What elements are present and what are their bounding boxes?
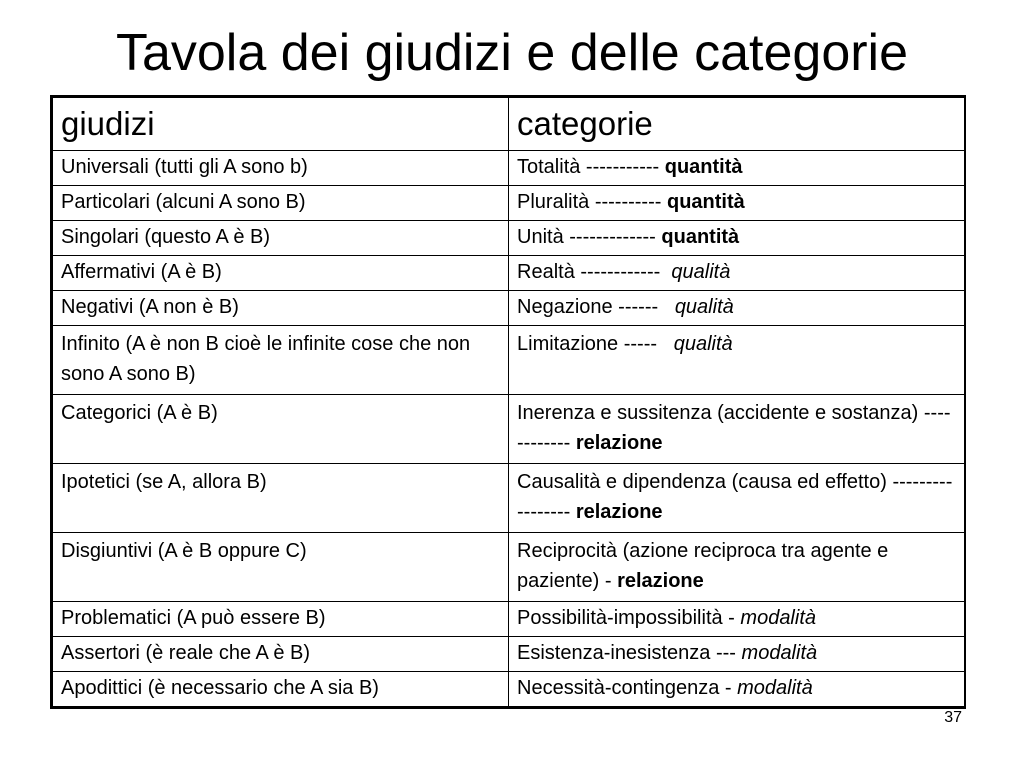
table-row xyxy=(53,533,965,602)
giudizio-cell: Infinito (A è non B cioè le infinite cose che non sono A sono B) xyxy=(53,326,509,395)
categoria-text: Possibilità-impossibilità - xyxy=(517,607,741,629)
categoria-cell xyxy=(509,637,965,672)
giudizio-cell: Particolari (alcuni A sono B) xyxy=(53,186,509,221)
giudizio-cell: Singolari (questo A è B) xyxy=(53,221,509,256)
header-categorie: categorie xyxy=(509,98,965,151)
giudizio-cell: Categorici (A è B) xyxy=(53,395,509,464)
categoria-cell xyxy=(509,221,965,256)
categoria-text: Limitazione ----- xyxy=(517,333,674,355)
table-row xyxy=(53,291,965,326)
categoria-cell xyxy=(509,151,965,186)
categoria-keyword: relazione xyxy=(617,570,704,592)
categoria-cell xyxy=(509,256,965,291)
categoria-cell xyxy=(509,672,965,707)
table-row xyxy=(53,221,965,256)
categoria-keyword: qualità xyxy=(674,296,734,318)
categoria-keyword: qualità xyxy=(671,261,731,283)
categoria-text: Totalità ----------- xyxy=(517,156,665,178)
page-number: 37 xyxy=(944,709,962,726)
table-row xyxy=(53,672,965,707)
giudizio-cell: Problematici (A può essere B) xyxy=(53,602,509,637)
categoria-cell xyxy=(509,602,965,637)
giudizio-cell: Disgiuntivi (A è B oppure C) xyxy=(53,533,509,602)
header-giudizi: giudizi xyxy=(53,98,509,151)
table-header xyxy=(53,98,965,151)
table-body xyxy=(53,151,965,707)
judgments-categories-table xyxy=(50,95,966,709)
categoria-keyword: quantità xyxy=(666,191,745,213)
categoria-cell xyxy=(509,186,965,221)
categoria-text: Necessità-contingenza - xyxy=(517,677,738,699)
categoria-keyword: modalità xyxy=(737,677,813,699)
categoria-keyword: qualità xyxy=(673,333,733,355)
giudizio-cell: Universali (tutti gli A sono b) xyxy=(53,151,509,186)
categoria-text: Pluralità ---------- xyxy=(517,191,667,213)
table-row xyxy=(53,256,965,291)
table-row xyxy=(53,151,965,186)
giudizio-cell: Negativi (A non è B) xyxy=(53,291,509,326)
table xyxy=(52,97,965,707)
giudizio-cell: Ipotetici (se A, allora B) xyxy=(53,464,509,533)
categoria-keyword: quantità xyxy=(664,156,743,178)
categoria-text: Realtà ------------ xyxy=(517,261,672,283)
categoria-text: Esistenza-inesistenza --- xyxy=(517,642,742,664)
table-row xyxy=(53,464,965,533)
categoria-cell xyxy=(509,395,965,464)
categoria-keyword: modalità xyxy=(740,607,817,629)
table-row xyxy=(53,395,965,464)
table-row xyxy=(53,186,965,221)
categoria-keyword: modalità xyxy=(741,642,818,664)
categoria-cell xyxy=(509,291,965,326)
categoria-cell xyxy=(509,533,965,602)
table-row xyxy=(53,602,965,637)
categoria-cell xyxy=(509,326,965,395)
table-row xyxy=(53,326,965,395)
categoria-text: Inerenza e sussitenza (accidente e sostanza) ------------ xyxy=(517,402,951,454)
categoria-keyword: quantità xyxy=(661,226,740,248)
giudizio-cell: Assertori (è reale che A è B) xyxy=(53,637,509,672)
categoria-keyword: relazione xyxy=(575,432,663,454)
table-row xyxy=(53,637,965,672)
categoria-text: Reciprocità (azione reciproca tra agente e paziente) - xyxy=(517,540,894,592)
giudizio-cell: Affermativi (A è B) xyxy=(53,256,509,291)
categoria-cell xyxy=(509,464,965,533)
categoria-text: Negazione ------ xyxy=(517,296,675,318)
header-row xyxy=(53,98,965,151)
categoria-text: Unità ------------- xyxy=(517,226,662,248)
giudizio-cell: Apodittici (è necessario che A sia B) xyxy=(53,672,509,707)
categoria-keyword: relazione xyxy=(575,501,663,523)
slide-title: Tavola dei giudizi e delle categorie xyxy=(115,24,909,82)
categoria-text: Causalità e dipendenza (causa ed effetto) ----------------- xyxy=(517,471,953,523)
